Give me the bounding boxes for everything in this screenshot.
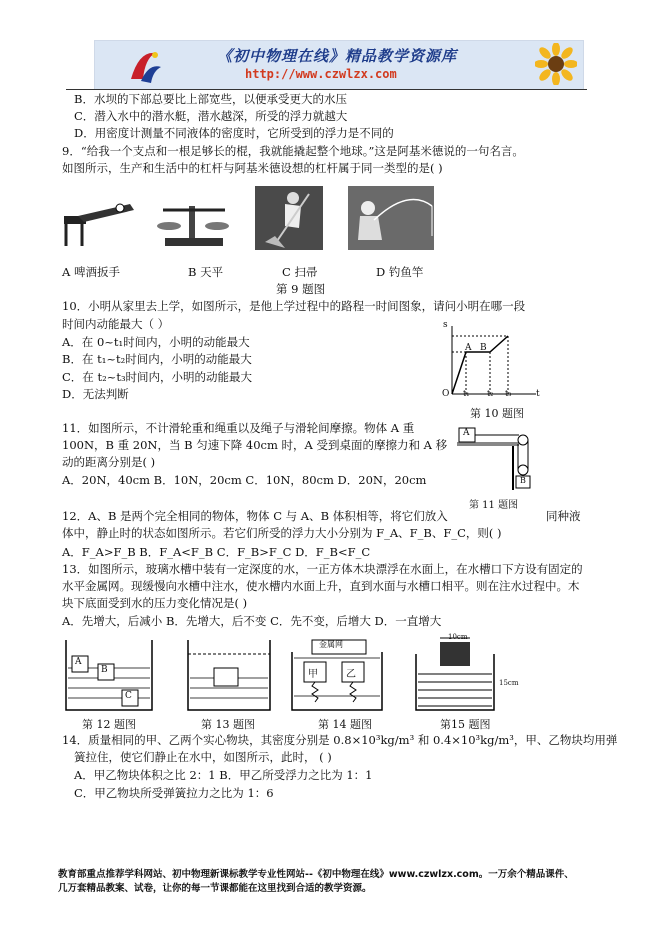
fig13-tank bbox=[186, 638, 272, 712]
broom-image bbox=[255, 186, 323, 250]
q13-stem-2: 水平金属网。现缓慢向水槽中注水，使水槽内水面上升，直到水面与水槽口相平。则在注水过程中。木 bbox=[62, 579, 580, 593]
fig10-caption: 第 10 题图 bbox=[470, 407, 524, 420]
fig15-tank bbox=[414, 630, 496, 712]
fig13-caption: 第 13 题图 bbox=[201, 718, 255, 731]
fig12-label-a: A bbox=[75, 657, 82, 667]
header-banner bbox=[94, 40, 584, 90]
q13-stem-1: 13．如图所示，玻璃水槽中装有一定深度的水，一正方体木块漂浮在水面上，在水槽口下方设有固定的 bbox=[62, 562, 583, 576]
q13-options: A．先增大，后减小 B．先增大，后不变 C．先不变，后增大 D．一直增大 bbox=[62, 614, 442, 628]
q8-option-c: C．潜入水中的潜水艇，潜水越深，所受的浮力就越大 bbox=[74, 109, 348, 123]
q10-option-b: B．在 t₁~t₂时间内，小明的动能最大 bbox=[62, 352, 252, 366]
logo-icon bbox=[125, 45, 165, 85]
fig14-caption: 第 14 题图 bbox=[318, 718, 372, 731]
q12-options: A．F_A>F_B B．F_A<F_B C．F_B>F_C D．F_B<F_C bbox=[62, 545, 371, 559]
fig10-xlabel: t bbox=[536, 389, 540, 399]
q11-stem-3: 动的距离分别是( ) bbox=[62, 455, 156, 469]
sunflower-icon bbox=[535, 43, 577, 85]
q14-stem-2: 簧拉住，使它们静止在水中，如图所示，此时， ( ) bbox=[74, 750, 332, 764]
q14-option-c: C．甲乙物块所受弹簧拉力之比为 1：6 bbox=[74, 786, 274, 800]
q13-stem-3: 块下底面受到水的压力变化情况是( ) bbox=[62, 596, 248, 610]
header-rule bbox=[66, 89, 587, 90]
banner-title: 《初中物理在线》精品教学资源库 bbox=[217, 47, 458, 65]
fig15-caption: 第15 题图 bbox=[440, 718, 491, 731]
q10-stem-1: 10．小明从家里去上学，如图所示，是他上学过程中的路程一时间图象，请问小明在哪一段 bbox=[62, 299, 526, 313]
q11-stem-2: 100N，B 重 20N，当 B 匀速下降 40cm 时，A 受到桌面的摩擦力和 A 移 bbox=[62, 438, 448, 452]
fig10-tick-3: t₃ bbox=[505, 389, 512, 398]
q8-option-b: B．水坝的下部总要比上部宽些，以便承受更大的水压 bbox=[74, 92, 347, 106]
fig12-label-b: B bbox=[101, 665, 108, 675]
fig11-caption: 第 11 题图 bbox=[469, 500, 519, 511]
q8-option-d: D．用密度计测量不同液体的密度时，它所受到的浮力是不同的 bbox=[74, 126, 394, 140]
fig14-label-yi: 乙 bbox=[346, 669, 356, 680]
q10-stem-2: 时间内动能最大（ ） bbox=[62, 317, 170, 331]
footer-line-1: 教育部重点推荐学科网站、初中物理新课标教学专业性网站--《初中物理在线》www.czwlzx.com。一万余个精品课件、 bbox=[58, 869, 574, 880]
q10-option-c: C．在 t₂~t₃时间内，小明的动能最大 bbox=[62, 370, 253, 384]
q10-option-d: D．无法判断 bbox=[62, 387, 129, 401]
fig10-tick-1: t₁ bbox=[463, 389, 470, 398]
fig12-caption: 第 12 题图 bbox=[82, 718, 136, 731]
q14-stem-1: 14．质量相同的甲、乙两个实心物块，其密度分别是 0.8×10³kg/m³ 和 0.4×10³kg/m³，甲、乙物块均用弹 bbox=[62, 733, 618, 747]
footer-line-2: 几万套精品教案、试卷，让你的每一节课都能在这里找到合适的教学资源。 bbox=[58, 883, 372, 894]
banner-url[interactable]: http://www.czwlzx.com bbox=[245, 67, 397, 81]
q12-stem-1b: 同种液 bbox=[546, 509, 581, 523]
fig14-label-jia: 甲 bbox=[308, 669, 318, 680]
q9-option-c: C 扫帚 bbox=[282, 265, 318, 279]
fig15-top-label: 10cm bbox=[448, 633, 468, 641]
q9-caption: 第 9 题图 bbox=[276, 282, 326, 296]
q12-stem-1: 12．A、B 是两个完全相同的物体，物体 C 与 A、B 体积相等，将它们放入 bbox=[62, 509, 448, 523]
fig10-ylabel: s bbox=[443, 320, 448, 330]
q10-option-a: A．在 0~t₁时间内，小明的动能最大 bbox=[62, 335, 250, 349]
fig15-side-label: 15cm bbox=[499, 679, 519, 687]
q9-option-d: D 钓鱼竿 bbox=[376, 265, 424, 279]
q11-options: A．20N，40cm B．10N，20cm C．10N，80cm D．20N，20cm bbox=[62, 473, 427, 487]
q9-stem-1: 9．“给我一个支点和一根足够长的棍，我就能撬起整个地球。”这是阿基米德说的一句名言。 bbox=[62, 144, 524, 158]
fig11-label-b: B bbox=[520, 476, 526, 485]
fig14-net-label: 金属网 bbox=[319, 640, 343, 649]
fig11-label-a: A bbox=[463, 428, 470, 438]
fig10-tick-2: t₂ bbox=[487, 389, 494, 398]
fig10-point-b: B bbox=[480, 343, 487, 353]
q9-option-b: B 天平 bbox=[188, 265, 224, 279]
fig10-origin: O bbox=[442, 389, 450, 399]
q14-options-ab: A．甲乙物块体积之比 2：1 B．甲乙所受浮力之比为 1：1 bbox=[74, 768, 373, 782]
q11-stem-1: 11．如图所示，不计滑轮重和绳重以及绳子与滑轮间摩擦。物体 A 重 bbox=[62, 421, 415, 435]
fig12-label-c: C bbox=[125, 691, 132, 701]
balance-scale-image bbox=[155, 196, 235, 248]
fig12-tank bbox=[64, 638, 154, 712]
beer-opener-image bbox=[60, 196, 140, 248]
q12-stem-2: 体中，静止时的状态如图所示。若它们所受的浮力大小分别为 F_A、F_B、F_C，则( ) bbox=[62, 526, 502, 540]
fig10-point-a: A bbox=[465, 343, 472, 353]
q9-option-a: A 啤酒扳手 bbox=[62, 265, 120, 279]
q9-stem-2: 如图所示，生产和生活中的杠杆与阿基米德设想的杠杆属于同一类型的是( ) bbox=[62, 161, 443, 175]
fishing-rod-image bbox=[348, 186, 434, 250]
